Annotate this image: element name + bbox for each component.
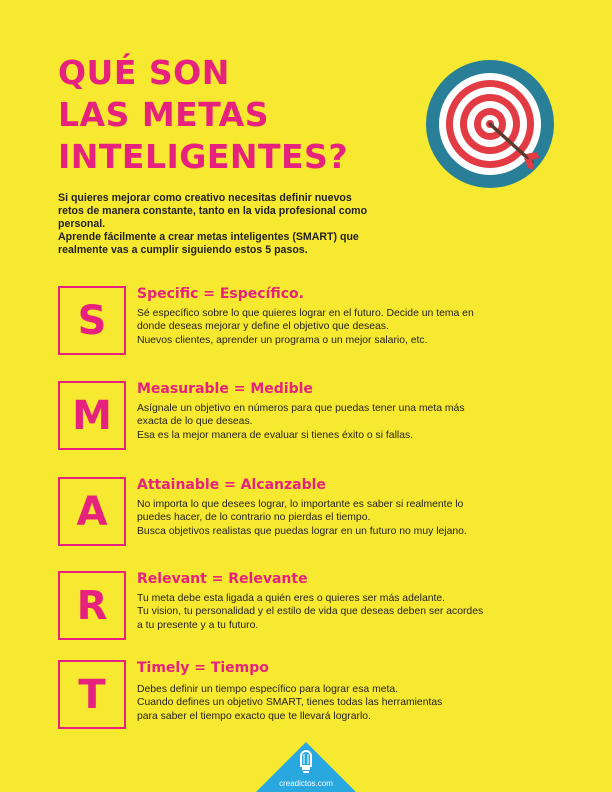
step-line: a tu presente y a tu futuro. bbox=[137, 619, 259, 631]
step-line: Debes definir un tiempo específico para lograr esa meta. bbox=[137, 684, 399, 695]
step-title: Specific = Específico. bbox=[137, 286, 304, 302]
step-line: Sé específico sobre lo que quieres lograr en el futuro. Decide un tema en bbox=[137, 308, 474, 319]
step-line: Nuevos clientes, aprender un programa o un mejor salario, etc. bbox=[137, 334, 428, 346]
step-line: Asígnale un objetivo en números para que puedas tener una meta más bbox=[137, 403, 465, 414]
step-title: Relevant = Relevante bbox=[137, 571, 308, 587]
step-letter-m: M bbox=[58, 381, 126, 450]
footer-site-link[interactable]: creadictos.com bbox=[279, 779, 333, 788]
title-line-3: INTELIGENTES? bbox=[58, 137, 348, 176]
step-line: donde deseas mejorar y define el objetivo que deseas. bbox=[137, 321, 389, 333]
step-letter-a: A bbox=[58, 477, 126, 546]
step-line: Busca objetivos realistas que puedas lograr en un futuro no muy lejano. bbox=[137, 525, 467, 537]
page-title bbox=[58, 52, 348, 178]
step-description bbox=[137, 307, 537, 347]
step-line: Tu vision, tu personalidad y el estilo de vida que deseas deben ser acordes bbox=[137, 606, 484, 618]
step-line: Cuando defines un objetivo SMART, tienes todas las herramientas bbox=[137, 697, 443, 709]
step-line: No importa lo que desees lograr, lo importante es saber si realmente lo bbox=[137, 499, 464, 510]
step-letter-r: R bbox=[58, 571, 126, 640]
step-letter-s: S bbox=[58, 286, 126, 355]
footer-brand[interactable] bbox=[256, 742, 356, 792]
intro-paragraph-2: Aprende fácilmente a crear metas inteligentes (SMART) que realmente vas a cumplir siguiendo estos 5 pasos. bbox=[58, 231, 359, 256]
intro-text bbox=[58, 192, 378, 257]
target-dart-icon bbox=[424, 58, 556, 190]
step-line: Tu meta debe esta ligada a quién eres o quieres ser más adelante. bbox=[137, 593, 446, 604]
step-line: para saber el tiempo exacto que te llevará lograrlo. bbox=[137, 710, 371, 722]
step-description bbox=[137, 592, 537, 632]
step-letter-t: T bbox=[58, 660, 126, 729]
step-title: Attainable = Alcanzable bbox=[137, 477, 326, 493]
title-line-2: LAS METAS bbox=[58, 95, 269, 134]
step-title: Measurable = Medible bbox=[137, 381, 313, 397]
intro-paragraph-1: Si quieres mejorar como creativo necesitas definir nuevos retos de manera constante, tanto en la vida profesional como personal. bbox=[58, 192, 368, 230]
step-description bbox=[137, 683, 537, 723]
title-line-1: QUÉ SON bbox=[58, 53, 230, 92]
step-description bbox=[137, 498, 537, 538]
step-line: exacta de lo que deseas. bbox=[137, 416, 253, 428]
step-title: Timely = Tiempo bbox=[137, 660, 269, 676]
step-line: puedes hacer, de lo contrario no pierdas el tiempo. bbox=[137, 512, 371, 524]
step-description bbox=[137, 402, 537, 442]
step-line: Esa es la mejor manera de evaluar si tienes éxito o si fallas. bbox=[137, 429, 414, 441]
